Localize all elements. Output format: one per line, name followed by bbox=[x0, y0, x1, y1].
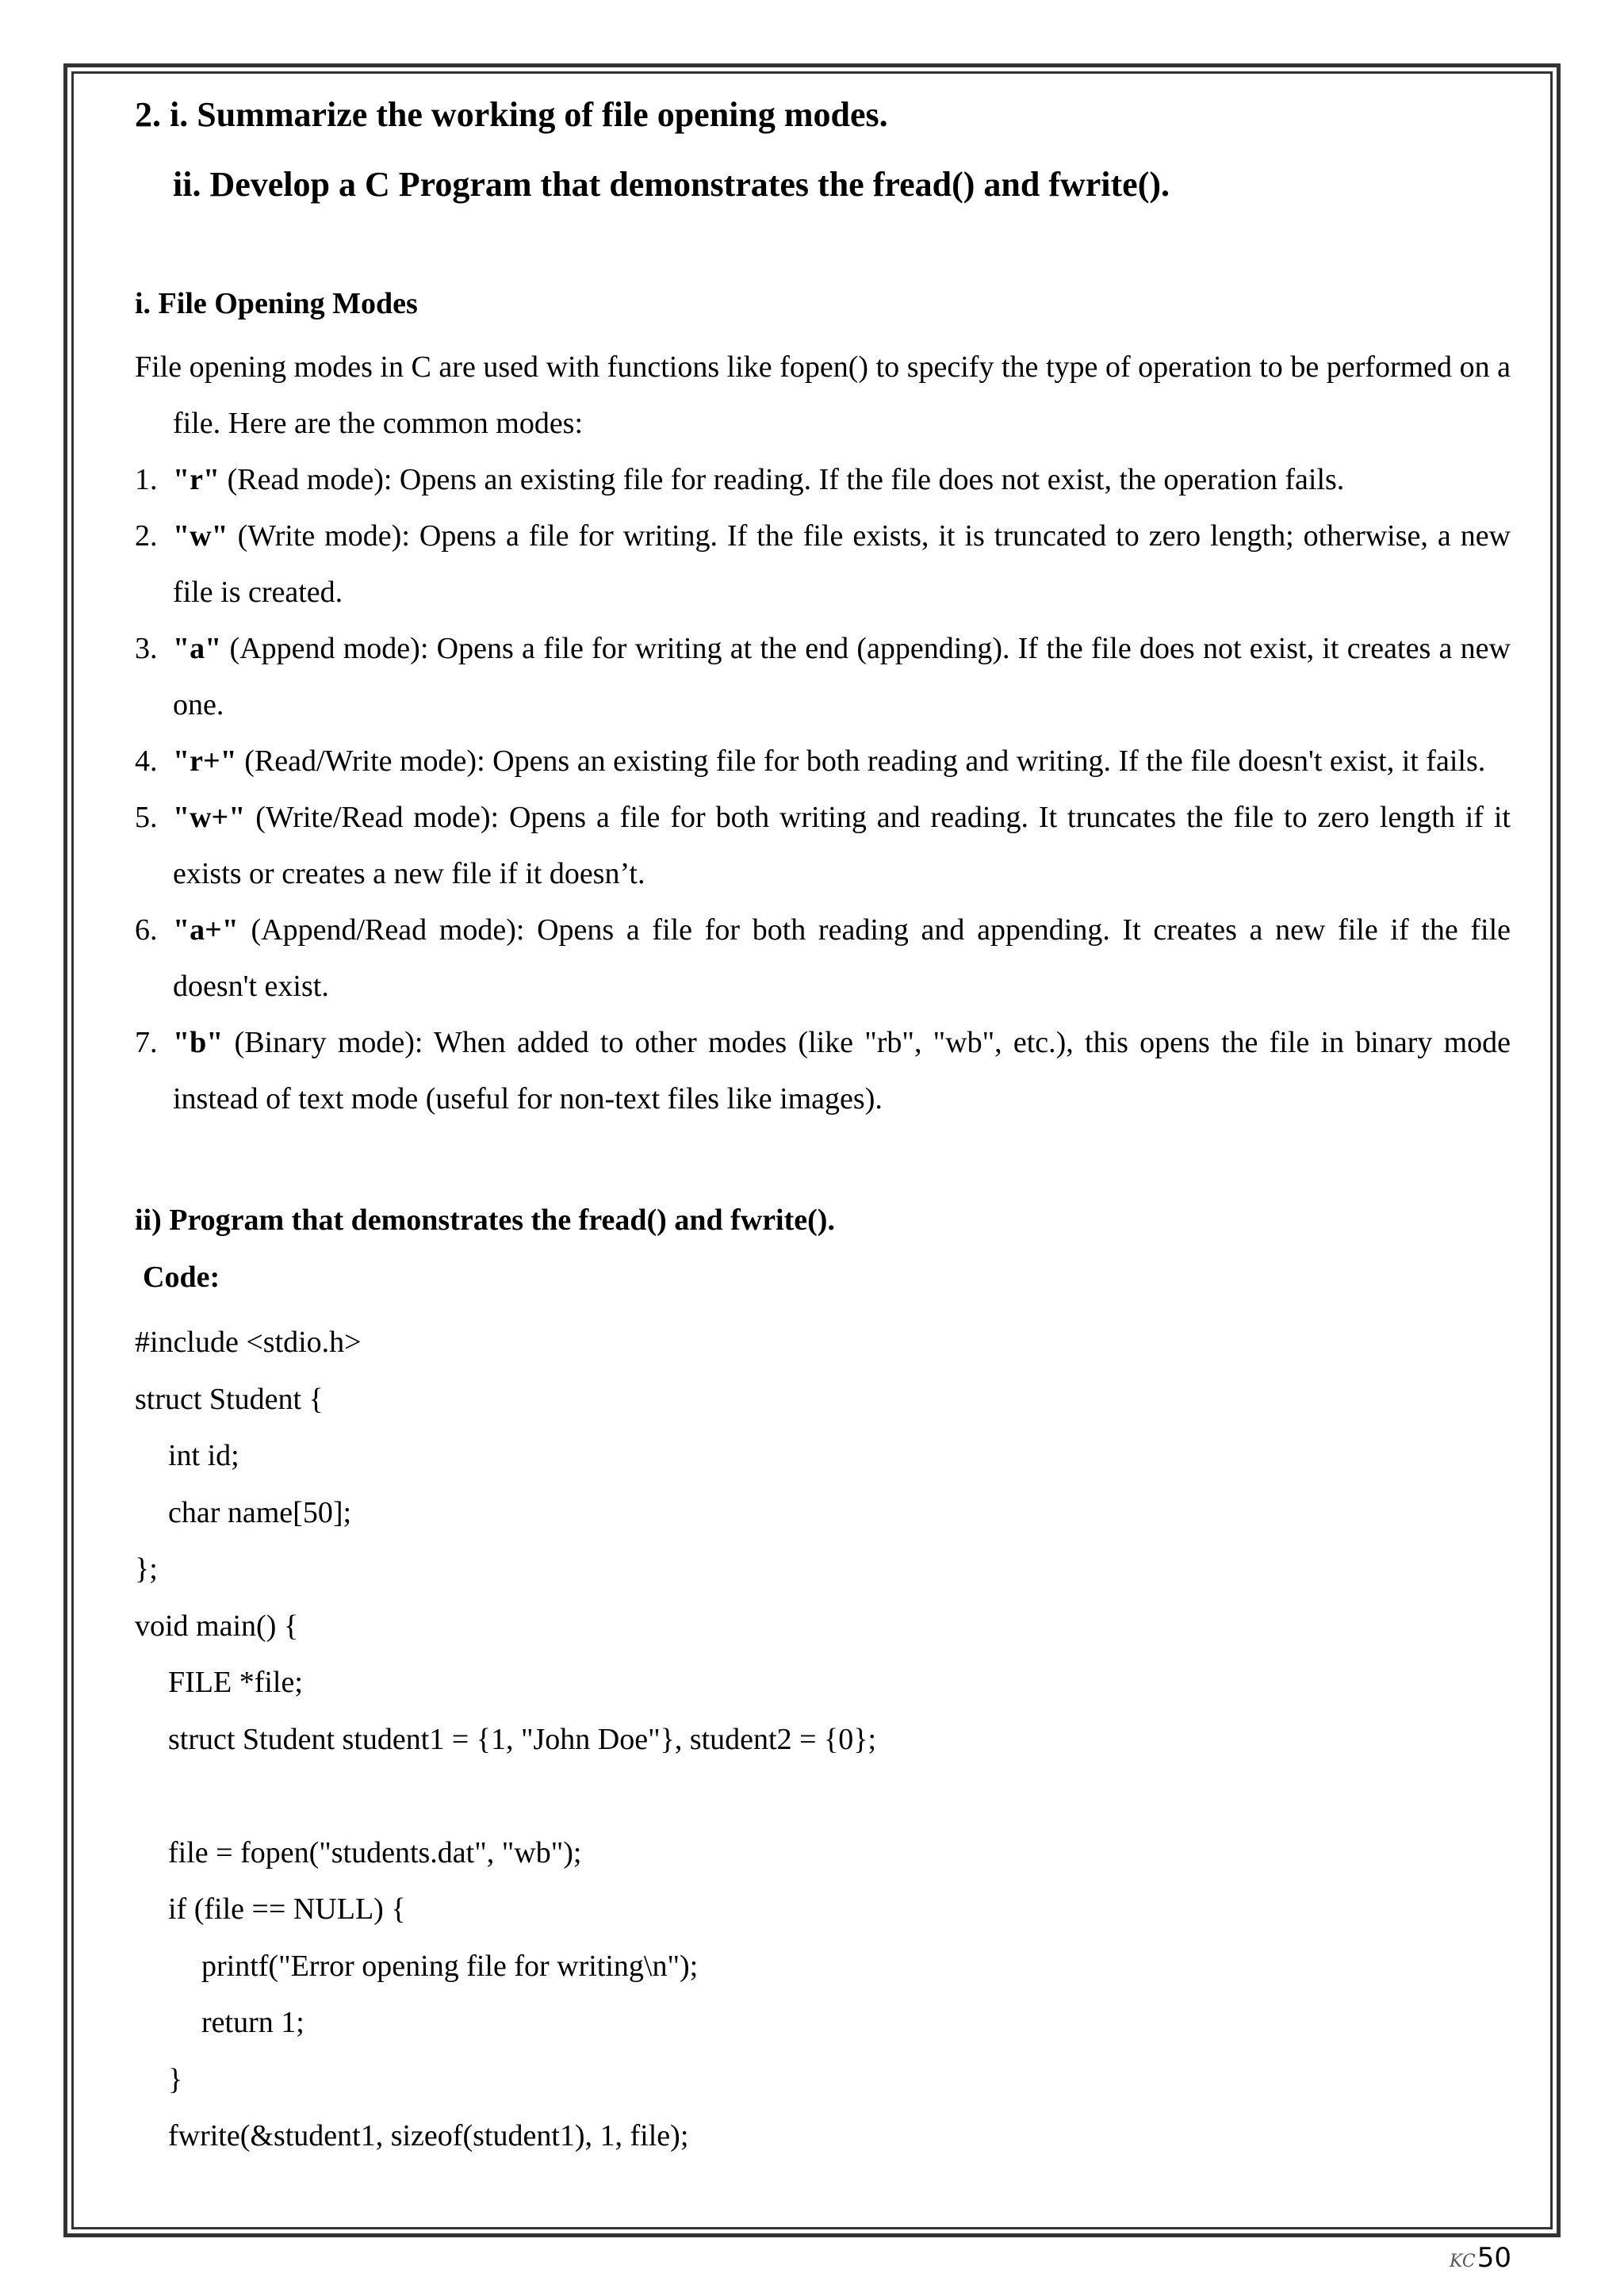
section-1-intro: File opening modes in C are used with functions like fopen() to specify the type of operation to be performed on a file. Here are the common modes: bbox=[135, 350, 1511, 440]
mode-description: (Write mode): Opens a file for writing. If the file exists, it is truncated to zero length; otherwise, a new file is created. bbox=[173, 519, 1511, 609]
code-line: printf("Error opening file for writing\n"); bbox=[201, 1949, 699, 1983]
code-line: struct Student student1 = {1, "John Doe"}, student2 = {0}; bbox=[168, 1722, 877, 1756]
question-line-1: 2. i. Summarize the working of file opening modes. bbox=[135, 95, 888, 134]
mode-description: (Write/Read mode): Opens a file for both writing and reading. It truncates the file to zero length if it exists or creates a new file if it doesn’t. bbox=[173, 801, 1511, 890]
list-item-number: 5. bbox=[135, 801, 158, 834]
mode-name: "w+" bbox=[173, 801, 246, 834]
list-item-number: 6. bbox=[135, 913, 158, 947]
list-item-number: 3. bbox=[135, 632, 158, 665]
mode-name: "b" bbox=[173, 1026, 224, 1059]
code-line: char name[50]; bbox=[168, 1495, 352, 1529]
list-item-number: 2. bbox=[135, 519, 158, 553]
mode-name: "a" bbox=[173, 632, 222, 665]
page-content bbox=[135, 94, 1511, 2165]
list-item bbox=[135, 733, 1511, 790]
page-footer bbox=[1450, 2242, 1511, 2274]
list-item bbox=[135, 902, 1511, 1015]
code-line: } bbox=[168, 2062, 183, 2096]
list-item bbox=[135, 452, 1511, 508]
section-1-title: i. File Opening Modes bbox=[135, 287, 418, 320]
list-item bbox=[135, 508, 1511, 621]
list-item bbox=[135, 790, 1511, 902]
page-number: 50 bbox=[1477, 2242, 1511, 2274]
question-line-2: ii. Develop a C Program that demonstrates the fread() and fwrite(). bbox=[173, 165, 1170, 204]
code-line: file = fopen("students.dat", "wb"); bbox=[168, 1835, 582, 1869]
file-modes-list bbox=[135, 452, 1511, 1127]
list-item-number: 7. bbox=[135, 1026, 158, 1059]
code-line: FILE *file; bbox=[168, 1666, 303, 1699]
code-line: }; bbox=[135, 1552, 158, 1586]
list-item-number: 1. bbox=[135, 463, 158, 496]
mode-description: (Binary mode): When added to other modes (like "rb", "wb", etc.), this opens the file in binary mode instead of text mode (useful for non-text files like images). bbox=[173, 1026, 1511, 1115]
list-item bbox=[135, 1015, 1511, 1127]
author-mark: KC bbox=[1450, 2252, 1476, 2271]
mode-description: (Read/Write mode): Opens an existing file for both reading and writing. If the file doesn't exist, it fails. bbox=[236, 744, 1486, 778]
list-item-number: 4. bbox=[135, 744, 158, 778]
section-2-title: ii) Program that demonstrates the fread() and fwrite(). bbox=[135, 1203, 835, 1237]
mode-name: "r+" bbox=[173, 744, 237, 778]
code-block bbox=[135, 1314, 1511, 2165]
code-line: #include <stdio.h> bbox=[135, 1326, 362, 1359]
code-line: fwrite(&student1, sizeof(student1), 1, file); bbox=[168, 2119, 689, 2152]
mode-description: (Read mode): Opens an existing file for reading. If the file does not exist, the operation fails. bbox=[220, 463, 1345, 496]
code-line: if (file == NULL) { bbox=[168, 1892, 406, 1926]
code-line: void main() { bbox=[135, 1609, 299, 1643]
code-line: int id; bbox=[168, 1439, 239, 1472]
code-line: struct Student { bbox=[135, 1382, 324, 1416]
mode-name: "a+" bbox=[173, 913, 239, 947]
mode-name: "w" bbox=[173, 519, 228, 553]
mode-name: "r" bbox=[173, 463, 220, 496]
mode-description: (Append mode): Opens a file for writing at the end (appending). If the file does not exist, it creates a new one. bbox=[173, 632, 1511, 721]
code-line-blank bbox=[135, 1768, 1511, 1825]
code-label: Code: bbox=[143, 1261, 220, 1294]
code-line: return 1; bbox=[201, 2006, 304, 2039]
list-item bbox=[135, 621, 1511, 733]
mode-description: (Append/Read mode): Opens a file for both reading and appending. It creates a new file if the file doesn't exist. bbox=[173, 913, 1511, 1003]
